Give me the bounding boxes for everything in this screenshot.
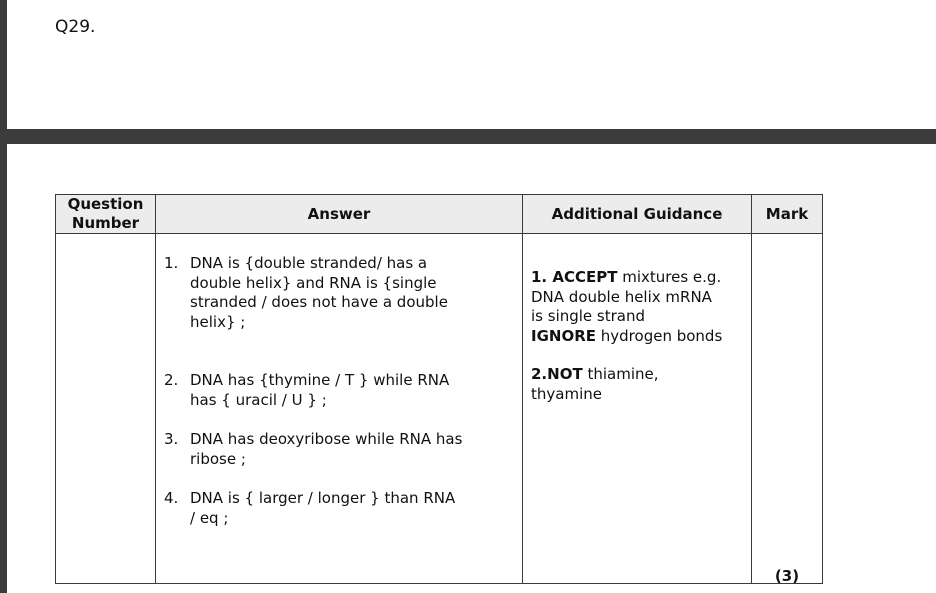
guidance-2 — [531, 365, 743, 404]
section-divider — [7, 129, 936, 144]
header-question-line2: Number — [71, 214, 140, 232]
question-label: Q29. — [55, 17, 96, 37]
answer-number-2: 2. — [164, 371, 179, 389]
answer-2-line1: DNA has {thymine / T } while RNA — [190, 371, 450, 389]
guidance-1-ignore-rest: hydrogen bonds — [596, 326, 723, 345]
guidance-1-line3: is single strand — [531, 307, 646, 325]
answer-4-line2: / eq ; — [190, 508, 229, 527]
guidance-2-line1-rest: thiamine, — [582, 365, 659, 383]
mark-cell — [752, 234, 823, 584]
guidance-2-not: 2.NOT — [531, 365, 583, 383]
guidance-1-line1 — [531, 268, 743, 288]
answer-3-line1: DNA has deoxyribose while RNA has — [190, 430, 463, 448]
header-answer: Answer — [156, 195, 523, 234]
answer-4-line1: DNA is { larger / longer } than RNA — [190, 489, 456, 507]
answer-item-3 — [164, 430, 490, 469]
guidance-2-line2: thyamine — [531, 384, 602, 403]
answer-number-1: 1. — [164, 254, 179, 272]
guidance-1-line1-rest: mixtures e.g. — [617, 268, 722, 286]
mark-value: (3) — [774, 567, 800, 585]
guidance-1-line2: DNA double helix mRNA — [531, 287, 712, 306]
guidance-1-accept: 1. ACCEPT — [531, 268, 618, 286]
answer-3-line2: ribose ; — [190, 449, 246, 468]
header-question-number — [56, 195, 156, 234]
left-edge-bar — [0, 0, 7, 593]
answer-1-line3: stranded / does not have a double — [190, 293, 448, 311]
header-additional-guidance: Additional Guidance — [523, 195, 752, 234]
answer-item-2 — [164, 371, 490, 410]
header-question-line1: Question — [67, 195, 144, 213]
guidance-1-ignore: IGNORE — [531, 326, 596, 345]
answer-number-3: 3. — [164, 430, 179, 448]
answer-cell — [156, 234, 523, 584]
answer-2-line2: has { uracil / U } ; — [190, 390, 327, 409]
answer-item-4 — [164, 489, 490, 528]
answer-1-line1: DNA is {double stranded/ has a — [190, 254, 428, 272]
guidance-2-line1 — [531, 365, 743, 385]
guidance-cell — [523, 234, 752, 584]
answer-row — [56, 234, 823, 584]
header-mark: Mark — [752, 195, 823, 234]
question-number-cell — [56, 234, 156, 584]
header-row — [56, 195, 823, 234]
answer-item-1 — [164, 254, 490, 332]
guidance-1-line4 — [531, 327, 743, 347]
mark-scheme-table — [55, 194, 823, 584]
answer-1-line2: double helix} and RNA is {single — [190, 273, 437, 292]
answer-number-4: 4. — [164, 489, 179, 507]
guidance-1 — [531, 268, 743, 346]
answer-1-line4: helix} ; — [190, 312, 246, 331]
